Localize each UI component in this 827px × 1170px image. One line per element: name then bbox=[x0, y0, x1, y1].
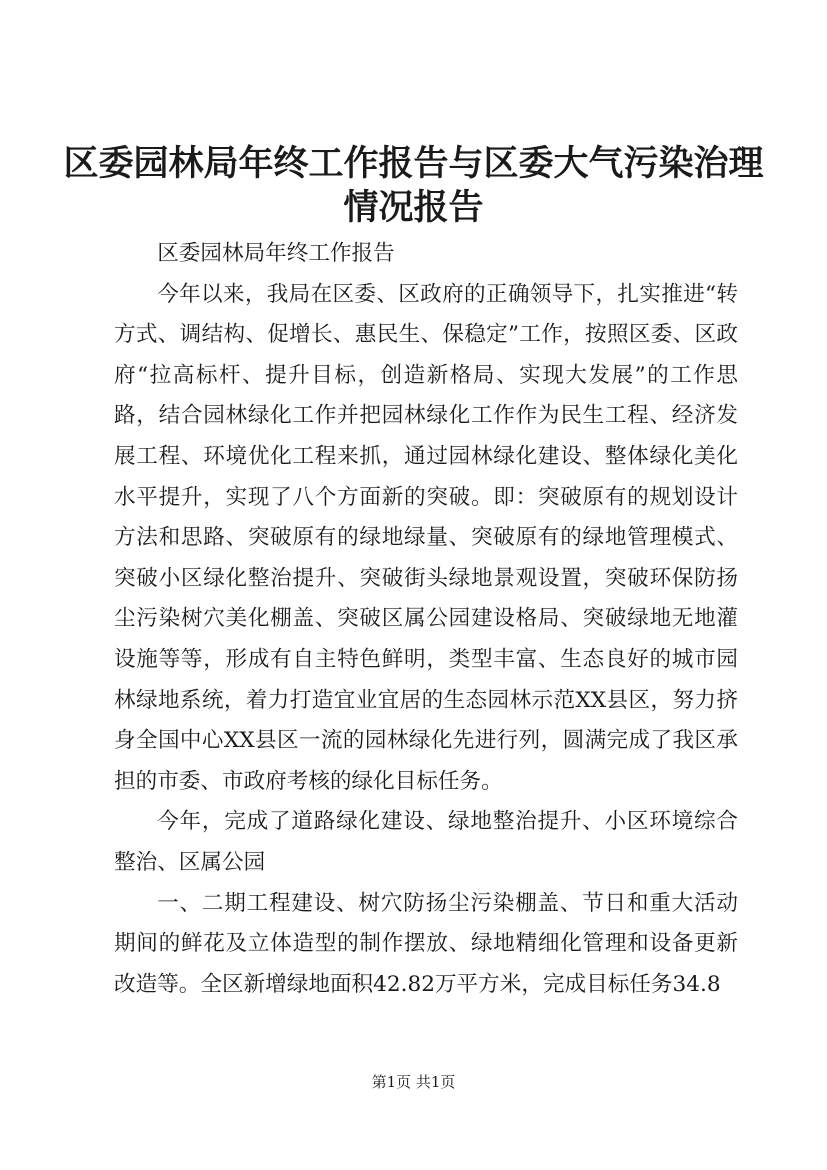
page-footer: 第1页 共1页 bbox=[371, 1073, 456, 1091]
subtitle-paragraph: 区委园林局年终工作报告 bbox=[157, 241, 395, 266]
body-paragraph: 一、二期工程建设、树穴防扬尘污染棚盖、节日和重大活动期间的鲜花及立体造型的制作摆放、绿地精细化管理和设备更新改造等。全区新增绿地面积42.82万平方米，完成目标任务34.8 bbox=[114, 890, 738, 997]
document-body bbox=[114, 234, 738, 1005]
body-paragraph: 今年以来，我局在区委、区政府的正确领导下，扎实推进“转方式、调结构、促增长、惠民生、保稳定”工作，按照区委、区政府“拉高标杆、提升目标，创造新格局、实现大发展”的工作思路，结合园林绿化工作并把园林绿化工作作为民生工程、经济发展工程、环境优化工程来抓，通过园林绿化建设、整体绿化美化水平提升，实现了八个方面新的突破。即：突破原有的规划设计方法和思路、突破原有的绿地绿量、突破原有的绿地管理模式、突破小区绿化整治提升、突破街头绿地景观设置，突破环保防扬尘污染树穴美化棚盖、突破区属公园建设格局、突破绿地无地灌设施等等，形成有自主特色鲜明，类型丰富、生态良好的城市园林绿地系统，着力打造宜业宜居的生态园林示范XX县区，努力挤身全国中心XX县区一流的园林绿化先进行列，圆满完成了我区承担的市委、市政府考核的绿化目标任务。 bbox=[114, 281, 738, 794]
body-paragraph: 今年，完成了道路绿化建设、绿地整治提升、小区环境综合整治、区属公园 bbox=[114, 809, 738, 875]
document-title: 区委园林局年终工作报告与区委大气污染治理情况报告 bbox=[63, 144, 764, 228]
